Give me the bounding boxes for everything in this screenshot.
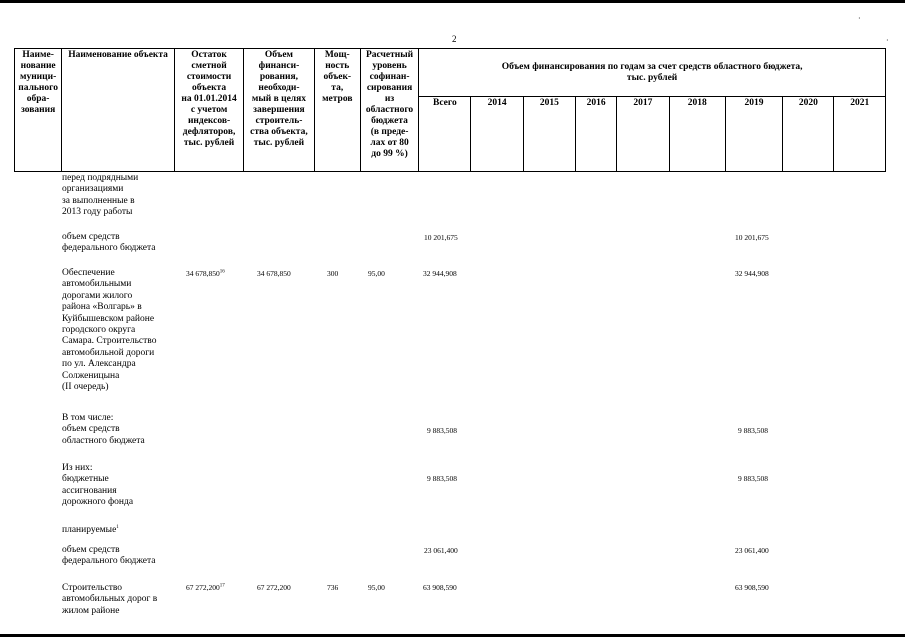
row-capacity: 300 [327, 269, 339, 278]
header-year-2017: 2017 [617, 97, 669, 172]
row-funding-volume: 34 678,850 [257, 269, 291, 278]
top-rule [0, 0, 905, 3]
row-text: Обеспечение автомобильными дорогами жилого района «Волгарь» в Куйбышевском районе городского округа Самара. Строительство автомобильной дороги по ул. Александра Солженицына (II очередь) [62, 268, 157, 393]
header-funding-volume: Объем финанси- рования, необходи- мый в целях завершения строитель- ства объекта, тыс. рублей [244, 49, 314, 172]
header-capacity: Мощ- ность объек- та, метров [314, 49, 360, 172]
header-year-2021: 2021 [834, 97, 886, 172]
row-2019: 23 061,400 [735, 546, 769, 555]
header-year-total: Всего [419, 97, 471, 172]
header-remaining-cost: Остаток сметной стоимости объекта на 01.01.2014 с учетом индексов- дефляторов, тыс. рублей [174, 49, 243, 172]
row-2019: 32 944,908 [735, 269, 769, 278]
row-text: Строительство автомобильных дорог в жилом районе [62, 583, 158, 616]
row-cofinancing-level: 95,00 [368, 583, 385, 592]
row-text: объем средств федерального бюджета [62, 232, 156, 254]
row-total: 9 883,508 [427, 474, 457, 483]
row-funding-volume: 67 272,200 [257, 583, 291, 592]
row-remaining-cost: 34 678,850$^{16}$ [186, 269, 225, 278]
header-year-2016: 2016 [576, 97, 617, 172]
row-text: Из них: бюджетные ассигнования дорожного фонда [62, 463, 134, 508]
row-total: 23 061,400 [424, 546, 458, 555]
row-2019: 9 883,508 [738, 474, 768, 483]
row-text: перед подрядными организациями за выполненные в 2013 году работы [62, 173, 139, 218]
header-year-2015: 2015 [523, 97, 575, 172]
page-number: 2 [452, 34, 457, 44]
row-total: 9 883,508 [427, 426, 457, 435]
row-text: планируемые$^1$ [62, 525, 119, 536]
row-text: В том числе: объем средств областного бюджета [62, 413, 145, 446]
row-text: объем средств федерального бюджета [62, 545, 156, 567]
header-object-name: Наименование объекта [62, 49, 175, 172]
header-year-2014: 2014 [471, 97, 523, 172]
row-cofinancing-level: 95,00 [368, 269, 385, 278]
speck-mark: · [886, 36, 889, 45]
header-year-2020: 2020 [783, 97, 834, 172]
row-2019: 10 201,675 [735, 233, 769, 242]
row-total: 10 201,675 [424, 233, 458, 242]
header-cofinancing-level: Расчетный уровень софинан- сирования из областного бюджета (в преде- лах от 80 до 99 %) [360, 49, 418, 172]
header-municipality: Наиме- нование муници- пального обра- зования [15, 49, 62, 172]
row-2019: 9 883,508 [738, 426, 768, 435]
row-capacity: 736 [327, 583, 339, 592]
header-year-2018: 2018 [669, 97, 725, 172]
row-2019: 63 908,590 [735, 583, 769, 592]
bottom-rule [0, 634, 905, 637]
header-years-title: Объем финансирования по годам за счет средств областного бюджета, тыс. рублей [419, 49, 886, 97]
row-total: 32 944,908 [423, 269, 457, 278]
header-year-2019: 2019 [725, 97, 782, 172]
row-remaining-cost: 67 272,200$^{17}$ [186, 583, 225, 592]
speck-mark: · [858, 14, 861, 23]
row-total: 63 908,590 [423, 583, 457, 592]
header-table [14, 48, 886, 172]
